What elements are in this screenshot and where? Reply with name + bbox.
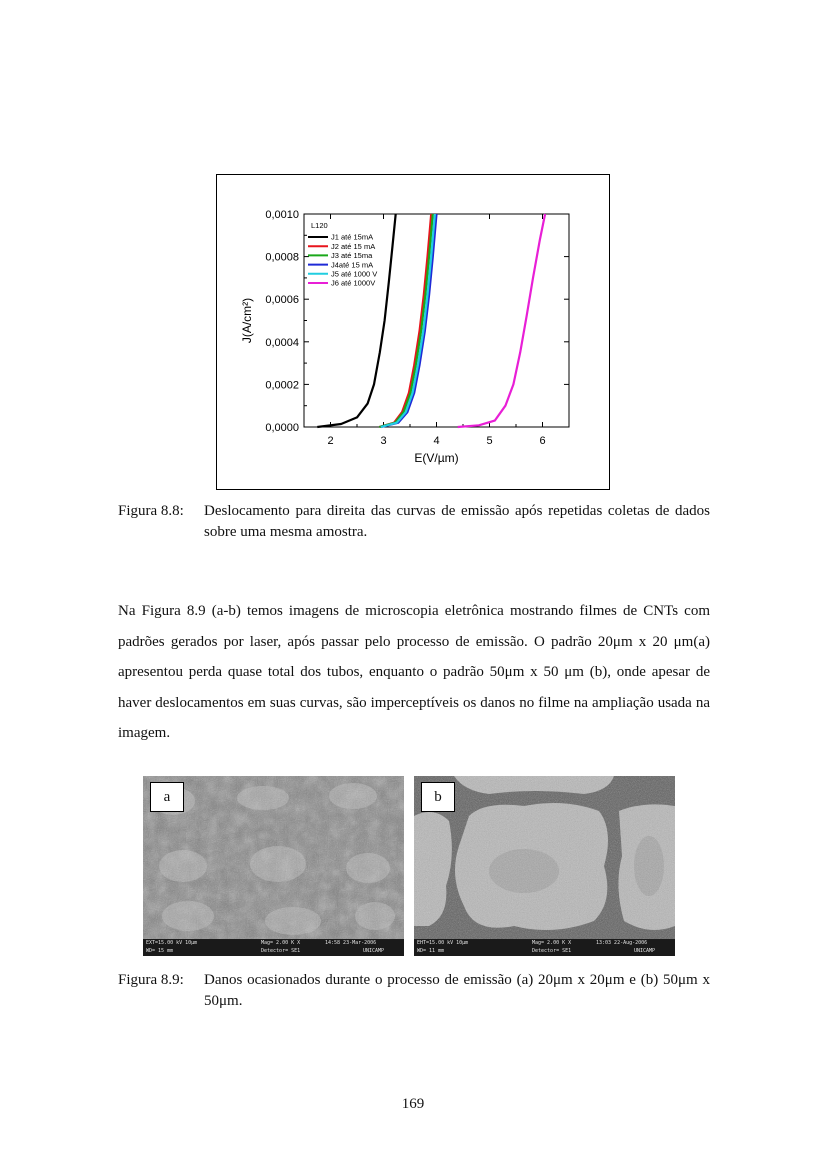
legend-label-1: J1 até 15mA xyxy=(331,232,374,242)
body-paragraph: Na Figura 8.9 (a-b) temos imagens de microscopia eletrônica mostrando filmes de CNTs com padrões gerados por laser, após passar pelo processo de emissão. O padrão 20μm x 20 μm(a) apresentou perda quase total dos tubos, enquanto o padrão 50μm x 50 μm (b), onde apesar de haver deslocamentos em suas curvas, são imperceptíveis os danos no filme na ampliação usada na imagem. xyxy=(118,603,710,741)
figure-8-9-caption xyxy=(118,970,710,1014)
caption-label: Figura 8.9: xyxy=(118,972,184,988)
x-tick-label-1: 3 xyxy=(380,435,387,447)
x-tick-label-0: 2 xyxy=(327,435,334,447)
sem-info-a-2: WD= 15 mm xyxy=(146,948,174,954)
caption-label: Figura 8.8: xyxy=(118,503,184,519)
legend-title: L120 xyxy=(311,221,328,230)
caption-text: Deslocamento para direita das curvas de emissão após repetidas coletas de dados sobre uma mesma amostra. xyxy=(204,503,710,540)
legend-label-4: J4até 15 mA xyxy=(331,260,374,270)
sem-info-b-2: WD= 11 mm xyxy=(417,948,445,954)
y-tick-label-3: 0,0006 xyxy=(265,294,299,307)
sem-info-a-1: EXT=15.00 kV 10μm xyxy=(146,940,198,946)
page-number: 169 xyxy=(401,1096,425,1112)
sem-info-a-4: Detector= SE1 xyxy=(261,948,301,954)
sem-label-b: b xyxy=(421,782,455,812)
y-tick-label-4: 0,0008 xyxy=(265,251,299,264)
legend-label-6: J6 até 1000V xyxy=(331,278,376,288)
y-tick-label-0: 0,0000 xyxy=(265,422,299,434)
figure-8-8-frame xyxy=(216,174,610,490)
emission-chart xyxy=(217,175,609,489)
caption-text: Danos ocasionados durante o processo de emissão (a) 20μm x 20μm e (b) 50μm x 50μm. xyxy=(204,972,710,1009)
series-line-6 xyxy=(458,214,545,427)
y-tick-label-5: 0,0010 xyxy=(265,209,299,221)
sem-info-b-3: Mag= 2.00 K X xyxy=(532,940,572,946)
x-axis-label: E(V/µm) xyxy=(414,451,459,465)
sem-image-a xyxy=(143,776,404,956)
y-axis-label: J(A/cm²) xyxy=(240,297,254,344)
legend-label-2: J2 até 15 mA xyxy=(331,241,376,251)
sem-image-b xyxy=(414,776,675,956)
x-tick-label-3: 5 xyxy=(486,435,493,447)
sem-info-b-5: 13:03 22-Aug-2006 xyxy=(596,940,648,946)
sem-info-b-4: Detector= SE1 xyxy=(532,948,572,954)
x-tick-label-2: 4 xyxy=(433,435,440,447)
figure-8-8-caption xyxy=(118,501,710,545)
sem-info-a-3: Mag= 2.00 K X xyxy=(261,940,301,946)
y-tick-label-1: 0,0002 xyxy=(265,379,299,392)
sem-label-a: a xyxy=(150,782,184,812)
y-tick-label-2: 0,0004 xyxy=(265,336,299,349)
sem-info-a-6: UNICAMP xyxy=(363,948,385,954)
sem-info-b-1: EHT=15.00 kV 10μm xyxy=(417,940,469,946)
sem-info-b-6: UNICAMP xyxy=(634,948,656,954)
legend-label-3: J3 até 15ma xyxy=(331,251,373,261)
x-tick-label-4: 6 xyxy=(539,435,546,447)
sem-info-bar-b xyxy=(414,939,675,956)
sem-info-a-5: 14:58 23-Mar-2006 xyxy=(325,940,377,946)
legend-label-5: J5 até 1000 V xyxy=(331,269,378,279)
sem-info-bar-a xyxy=(143,939,404,956)
